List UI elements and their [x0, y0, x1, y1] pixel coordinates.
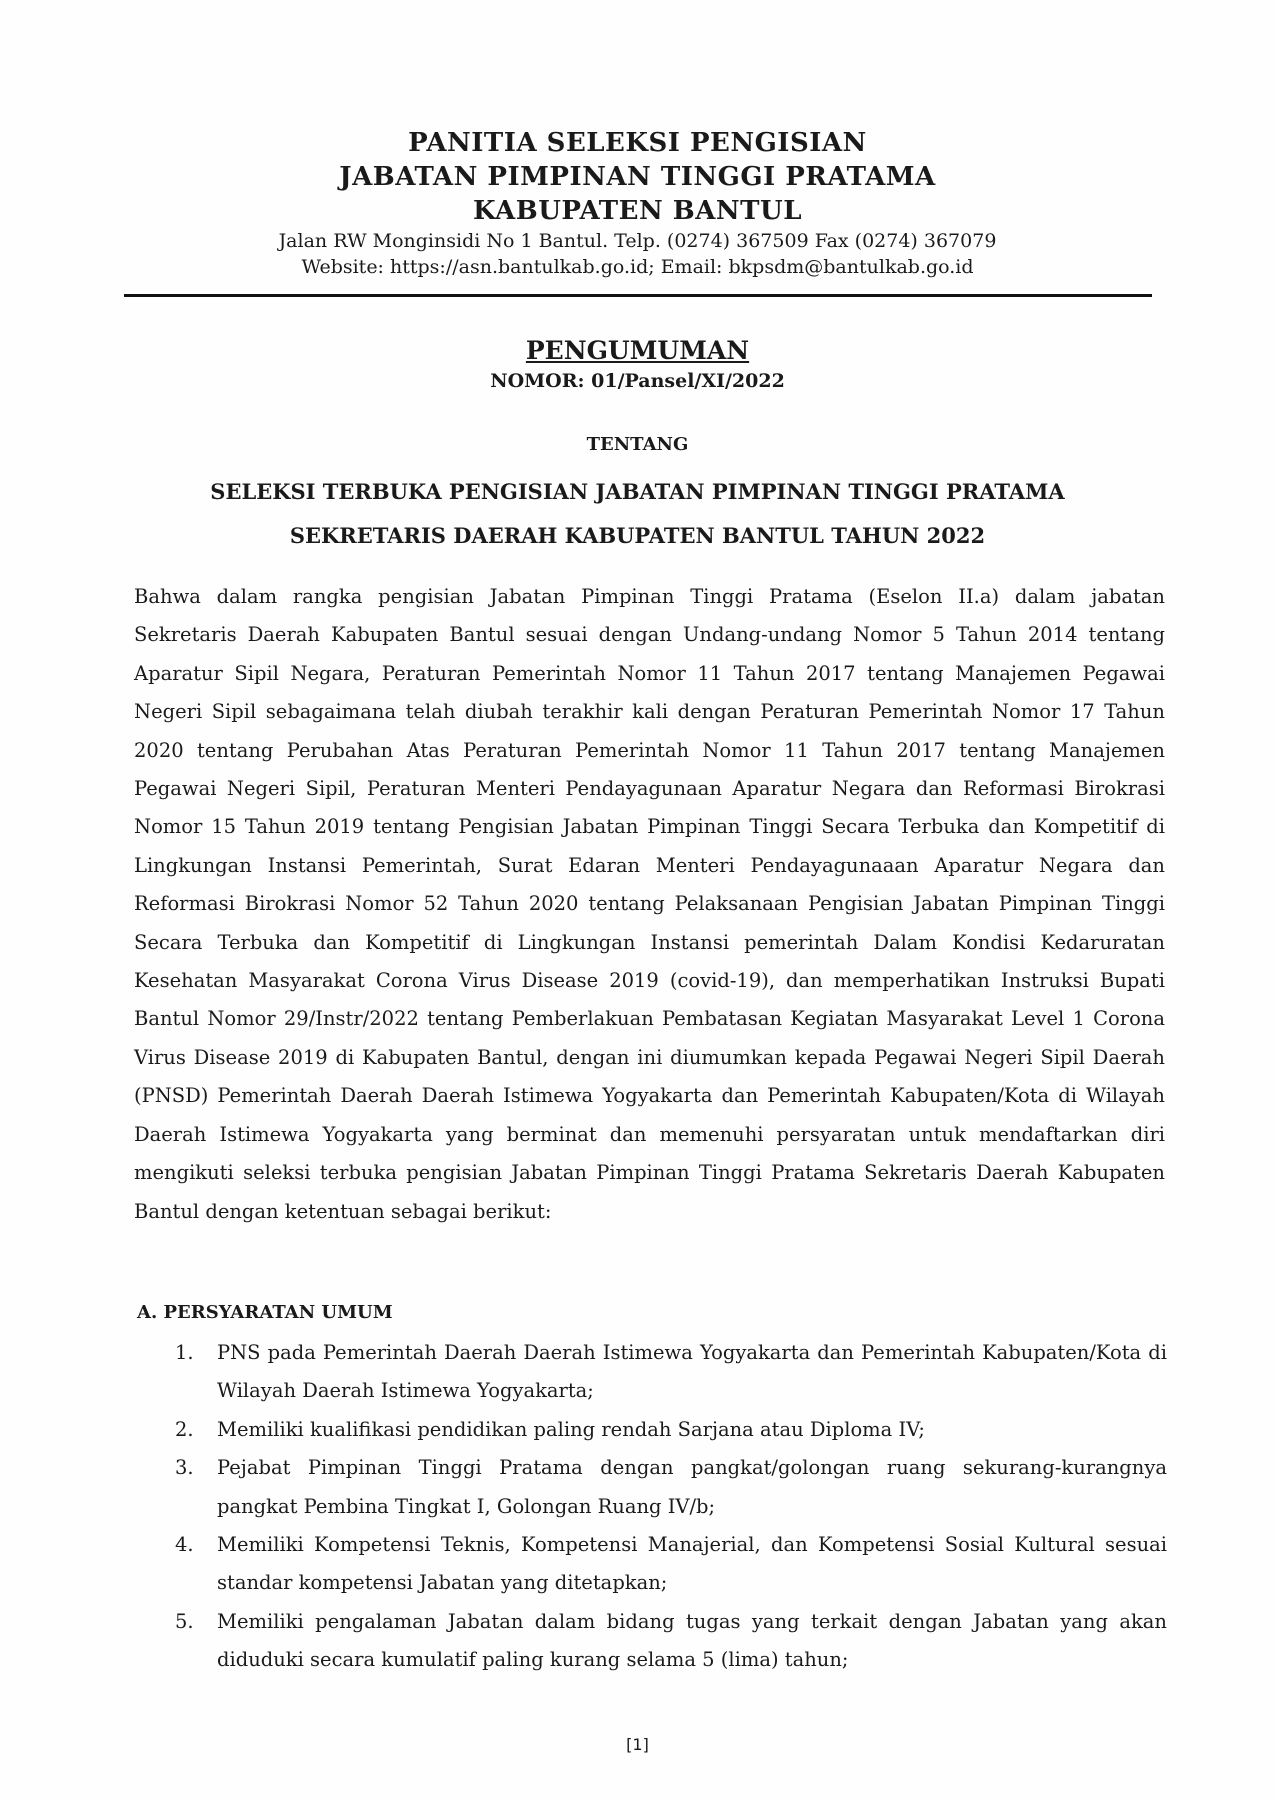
announcement-subject-line-1: SELEKSI TERBUKA PENGISIAN JABATAN PIMPINAN TINGGI PRATAMA [210, 479, 1065, 504]
letterhead-line-2: JABATAN PIMPINAN TINGGI PRATAMA [339, 162, 936, 192]
list-item-number: 4. [175, 1533, 194, 1557]
list-item-number: 2. [175, 1417, 194, 1441]
page-number: [1] [626, 1735, 649, 1754]
announcement-subject-line-2: SEKRETARIS DAERAH KABUPATEN BANTUL TAHUN 2022 [289, 523, 986, 548]
letterhead-line-1: PANITIA SELEKSI PENGISIAN [408, 128, 867, 158]
letterhead-line-3: KABUPATEN BANTUL [473, 196, 802, 226]
requirements-list [137, 1334, 1167, 1680]
list-item-text: Memiliki pengalaman Jabatan dalam bidang tugas yang terkait dengan Jabatan yang akan diduduki secara kumulatif paling kurang selama 5 (lima) tahun; [217, 1609, 1167, 1672]
list-item-number: 5. [175, 1609, 194, 1633]
list-item [137, 1334, 1167, 1411]
list-item-number: 1. [175, 1341, 194, 1364]
list-item [137, 1603, 1167, 1680]
announcement-about: TENTANG [586, 434, 689, 455]
list-item-text: PNS pada Pemerintah Daerah Daerah Istimewa Yogyakarta dan Pemerintah Kabupaten/Kota di Wilayah Daerah Istimewa Yogyakarta; [217, 1341, 1167, 1403]
letterhead [0, 126, 1275, 280]
body-paragraph: Bahwa dalam rangka pengisian Jabatan Pimpinan Tinggi Pratama (Eselon II.a) dalam jabatan Sekretaris Daerah Kabupaten Bantul sesuai dengan Undang-undang Nomor 5 Tahun 2014 tentang Aparatur Sipil Negara, Peraturan Pemerintah Nomor 11 Tahun 2017 tentang Manajemen Pegawai Negeri Sipil sebagaimana telah diubah terakhir kali dengan Peraturan Pemerintah Nomor 17 Tahun 2020 tentang Perubahan Atas Peraturan Pemerintah Nomor 11 Tahun 2017 tentang Manajemen Pegawai Negeri Sipil, Peraturan Menteri Pendayagunaan Aparatur Negara dan Reformasi Birokrasi Nomor 15 Tahun 2019 tentang Pengisian Jabatan Pimpinan Tinggi Secara Terbuka dan Kompetitif di Lingkungan Instansi Pemerintah, Surat Edaran Menteri Pendayagunaaan Aparatur Negara dan Reformasi Birokrasi Nomor 52 Tahun 2020 tentang Pelaksanaan Pengisian Jabatan Pimpinan Tinggi Secara Terbuka dan Kompetitif di Lingkungan Instansi pemerintah Dalam Kondisi Kedaruratan Kesehatan Masyarakat Corona Virus Disease 2019 (covid-19), dan memperhatikan Instruksi Bupati Bantul Nomor 29/Instr/2022 tentang Pemberlakuan Pembatasan Kegiatan Masyarakat Level 1 Corona Virus Disease 2019 di Kabupaten Bantul, dengan ini diumumkan kepada Pegawai Negeri Sipil Daerah (PNSD) Pemerintah Daerah Daerah Istimewa Yogyakarta dan Pemerintah Kabupaten/Kota di Wilayah Daerah Istimewa Yogyakarta yang berminat dan memenuhi persyaratan untuk mendaftarkan diri mengikuti seleksi terbuka pengisian Jabatan Pimpinan Tinggi Pratama Sekretaris Daerah Kabupaten Bantul dengan ketentuan sebagai berikut: [134, 585, 1165, 1223]
letterhead-divider [124, 294, 1152, 297]
section-general-requirements [137, 1298, 1167, 1680]
list-item-text: Memiliki Kompetensi Teknis, Kompetensi Manajerial, dan Kompetensi Sosial Kultural sesuai standar kompetensi Jabatan yang ditetapkan; [217, 1533, 1167, 1595]
announcement-heading [0, 334, 1275, 558]
list-item-number: 3. [175, 1456, 194, 1480]
section-title: A. PERSYARATAN UMUM [137, 1302, 393, 1323]
list-item-text: Pejabat Pimpinan Tinggi Pratama dengan pangkat/golongan ruang sekurang-kurangnya pangkat Pembina Tingkat I, Golongan Ruang IV/b; [217, 1456, 1167, 1518]
list-item [137, 1526, 1167, 1603]
announcement-number: NOMOR: 01/Pansel/XI/2022 [490, 370, 785, 392]
announcement-title: PENGUMUMAN [525, 336, 750, 365]
letterhead-address: Jalan RW Monginsidi No 1 Bantul. Telp. (0274) 367509 Fax (0274) 367079 [278, 230, 997, 252]
list-item [137, 1449, 1167, 1526]
letterhead-contact: Website: https://asn.bantulkab.go.id; Email: bkpsdm@bantulkab.go.id [301, 256, 974, 278]
announcement-subject [0, 470, 1275, 558]
list-item-text: Memiliki kualifikasi pendidikan paling rendah Sarjana atau Diploma IV; [217, 1417, 925, 1441]
list-item [137, 1411, 1167, 1449]
